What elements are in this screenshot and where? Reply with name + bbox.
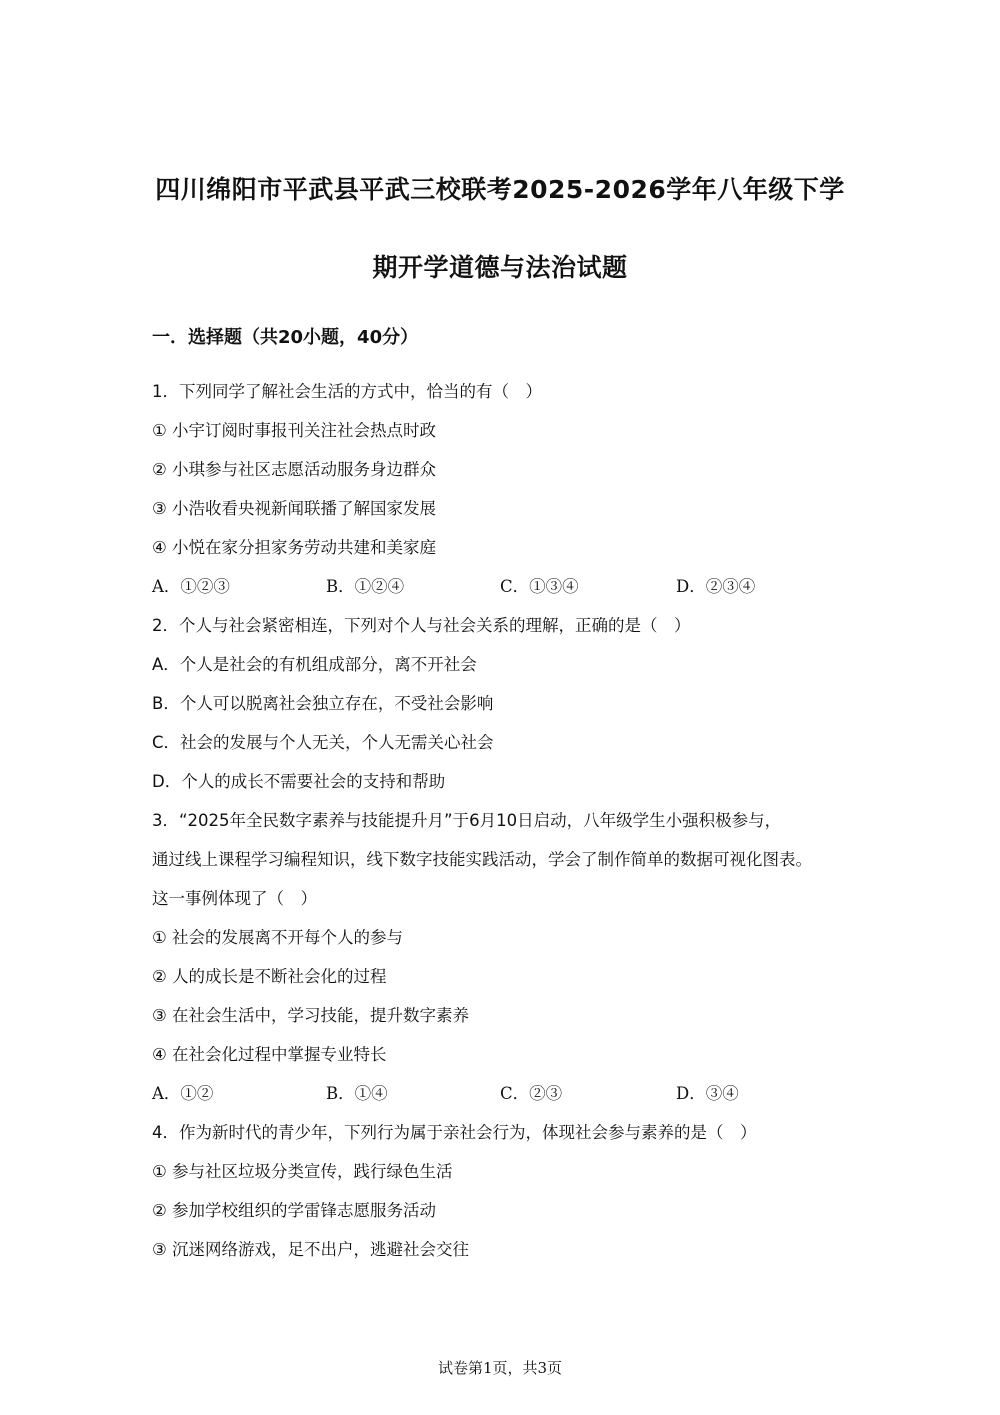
q1-item-1: ① 小宇订阅时事报刊关注社会热点时政 xyxy=(152,421,437,440)
q4-item-3: ③ 沉迷网络游戏，足不出户，逃避社会交往 xyxy=(152,1240,470,1259)
q4-item-2: ② 参加学校组织的学雷锋志愿服务活动 xyxy=(152,1201,437,1220)
q3-stem-line2: 通过线上课程学习编程知识，线下数字技能实践活动，学会了制作简单的数据可视化图表。 xyxy=(152,850,812,869)
q3-option-d: D．③④ xyxy=(676,1084,739,1103)
q3-option-b: B．①④ xyxy=(326,1084,388,1103)
q1-option-d: D．②③④ xyxy=(676,577,756,596)
section-heading: 一．选择题（共20小题，40分） xyxy=(152,327,419,348)
q1-stem: 1．下列同学了解社会生活的方式中，恰当的有（ ） xyxy=(152,382,542,401)
q1-item-3: ③ 小浩收看央视新闻联播了解国家发展 xyxy=(152,499,437,518)
q2-option-c: C．社会的发展与个人无关，个人无需关心社会 xyxy=(152,733,494,752)
q3-stem-line1: 3．“2025年全民数字素养与技能提升月”于6月10日启动，八年级学生小强积极参与， xyxy=(152,811,782,830)
page-footer: 试卷第1页，共3页 xyxy=(437,1359,563,1377)
q2-option-a: A．个人是社会的有机组成部分，离不开社会 xyxy=(152,655,477,674)
q3-item-2: ② 人的成长是不断社会化的过程 xyxy=(152,967,387,986)
q3-item-3: ③ 在社会生活中，学习技能，提升数字素养 xyxy=(152,1006,470,1025)
q3-item-4: ④ 在社会化过程中掌握专业特长 xyxy=(152,1045,387,1064)
q2-option-b: B．个人可以脱离社会独立存在，不受社会影响 xyxy=(152,694,494,713)
q1-option-c: C．①③④ xyxy=(500,577,579,596)
q3-option-a: A．①② xyxy=(152,1084,214,1103)
q3-stem-line3: 这一事例体现了（ ） xyxy=(152,889,317,908)
q1-item-4: ④ 小悦在家分担家务劳动共建和美家庭 xyxy=(152,538,437,557)
q1-option-b: B．①②④ xyxy=(326,577,405,596)
doc-title-line1: 四川绵阳市平武县平武三校联考2025-2026学年八年级下学 xyxy=(155,175,845,204)
q1-option-a: A．①②③ xyxy=(152,577,230,596)
q3-option-c: C．②③ xyxy=(500,1084,563,1103)
q3-item-1: ① 社会的发展离不开每个人的参与 xyxy=(152,928,404,947)
q4-stem: 4．作为新时代的青少年，下列行为属于亲社会行为，体现社会参与素养的是（ ） xyxy=(152,1123,757,1142)
q2-option-d: D．个人的成长不需要社会的支持和帮助 xyxy=(152,772,446,791)
q4-item-1: ① 参与社区垃圾分类宣传，践行绿色生活 xyxy=(152,1162,453,1181)
q1-item-2: ② 小琪参与社区志愿活动服务身边群众 xyxy=(152,460,437,479)
doc-title-line2: 期开学道德与法治试题 xyxy=(372,253,628,282)
q2-stem: 2．个人与社会紧密相连，下列对个人与社会关系的理解，正确的是（ ） xyxy=(152,616,691,635)
